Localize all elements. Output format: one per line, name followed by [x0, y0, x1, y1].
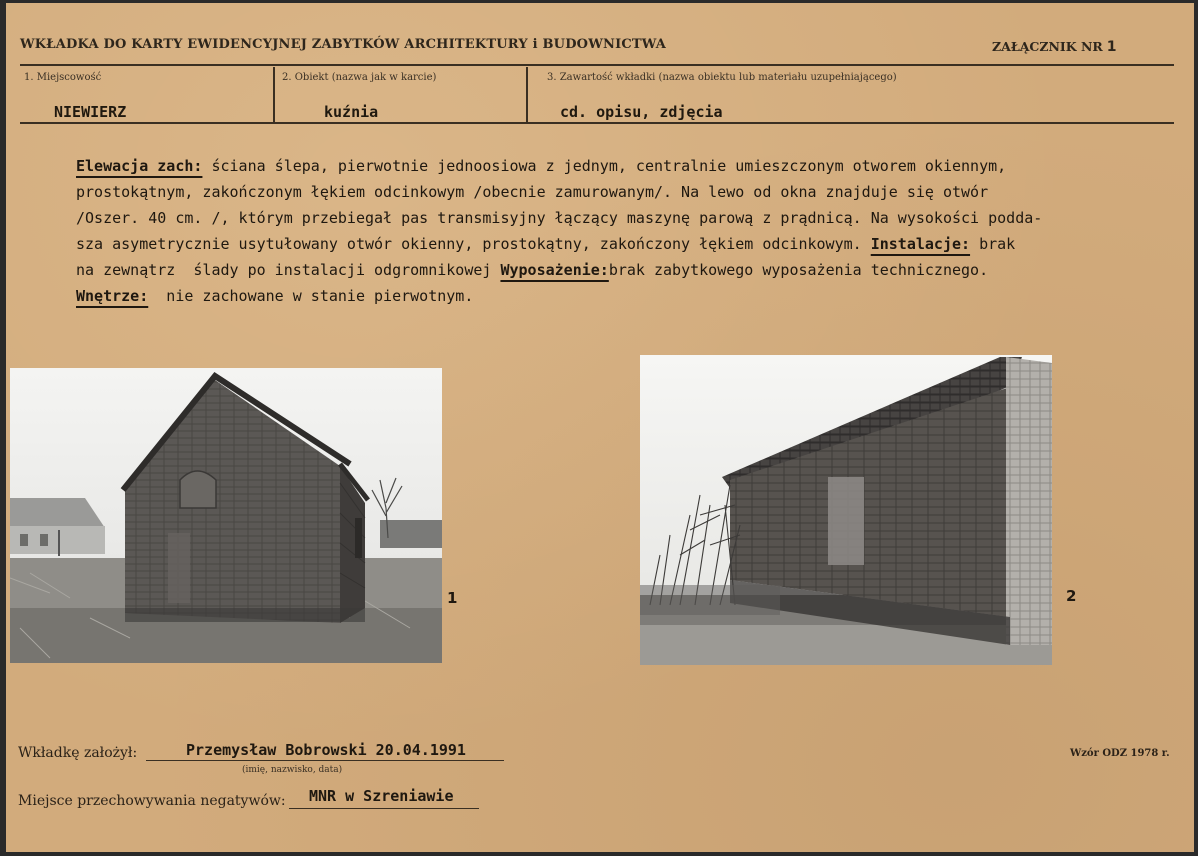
description-line-2: prostokątnym, zakończonym łękiem odcinkowym /obecnie zamurowanym/. Na lewo od okna znajduje się otwór — [76, 183, 989, 201]
storage-line — [289, 808, 479, 809]
description-line-5 — [76, 257, 1186, 283]
description-line-4-text: sza asymetrycznie usytułowany otwór okienny, prostokątny, zakończony łękiem odcinkowym. — [76, 235, 862, 253]
form-code: Wzór ODZ 1978 r. — [1070, 748, 1170, 759]
author-value: Przemysław Bobrowski 20.04.1991 — [186, 741, 466, 759]
author-line — [146, 760, 504, 761]
field-label-contents: 3. Zawartość wkładki (nazwa obiektu lub materiału uzupełniającego) — [547, 72, 897, 83]
storage-value: MNR w Szreniawie — [309, 787, 454, 805]
author-hint: (imię, nazwisko, data) — [242, 765, 343, 775]
author-label: Wkładkę założył: — [18, 745, 138, 761]
header-rule — [20, 64, 1174, 66]
photo-2-number: 2 — [1066, 587, 1077, 605]
heading-elevation: Elewacja zach: — [76, 157, 203, 175]
annex-label — [992, 39, 1117, 55]
description-line-5-text: na zewnątrz ślady po instalacji odgromnikowej — [76, 261, 492, 279]
description-line-1 — [76, 153, 1186, 179]
description-line-1-text: ściana ślepa, pierwotnie jednoosiowa z jednym, centralnie umieszczonym otworem okiennym, — [202, 157, 1007, 175]
storage-label: Miejsce przechowywania negatywów: — [18, 793, 286, 809]
inventory-card — [6, 3, 1194, 852]
description-line-6 — [76, 283, 1186, 309]
description-line-4 — [76, 231, 1186, 257]
photo-1 — [10, 368, 442, 663]
field-label-object: 2. Obiekt (nazwa jak w karcie) — [282, 72, 437, 83]
photo-2 — [640, 355, 1052, 665]
description-line-4-end: brak — [970, 235, 1016, 253]
photo-2-image — [640, 355, 1052, 665]
field-divider-2 — [526, 67, 528, 122]
field-value-object: kuźnia — [324, 103, 379, 121]
photo-1-image — [10, 368, 442, 663]
field-value-locality: NIEWIERZ — [54, 103, 127, 121]
heading-installation: Instalacje: — [870, 235, 971, 253]
card-title: WKŁADKA DO KARTY EWIDENCYJNEJ ZABYTKÓW ARCHITEKTURY i BUDOWNICTWA — [20, 37, 667, 52]
heading-equipment: Wyposażenie: — [500, 261, 609, 279]
description-line-5-end: brak zabytkowego wyposażenia technicznego. — [608, 261, 989, 279]
fields-bottom-rule — [20, 122, 1174, 124]
description-block — [76, 153, 1186, 309]
annex-number: 1 — [1106, 39, 1117, 55]
description-line-3: /Oszer. 40 cm. /, którym przebiegał pas transmisyjny łączący maszynę parową z prądnicą. Na wysokości podda- — [76, 209, 1043, 227]
annex-label-text: ZAŁĄCZNIK NR — [992, 39, 1103, 54]
photo-1-number: 1 — [447, 589, 458, 607]
heading-interior: Wnętrze: — [76, 287, 149, 305]
description-line-6-text: nie zachowane w stanie pierwotnym. — [148, 287, 474, 305]
field-label-locality: 1. Miejscowość — [24, 72, 102, 83]
field-divider-1 — [273, 67, 275, 122]
field-value-contents: cd. opisu, zdjęcia — [560, 103, 723, 121]
